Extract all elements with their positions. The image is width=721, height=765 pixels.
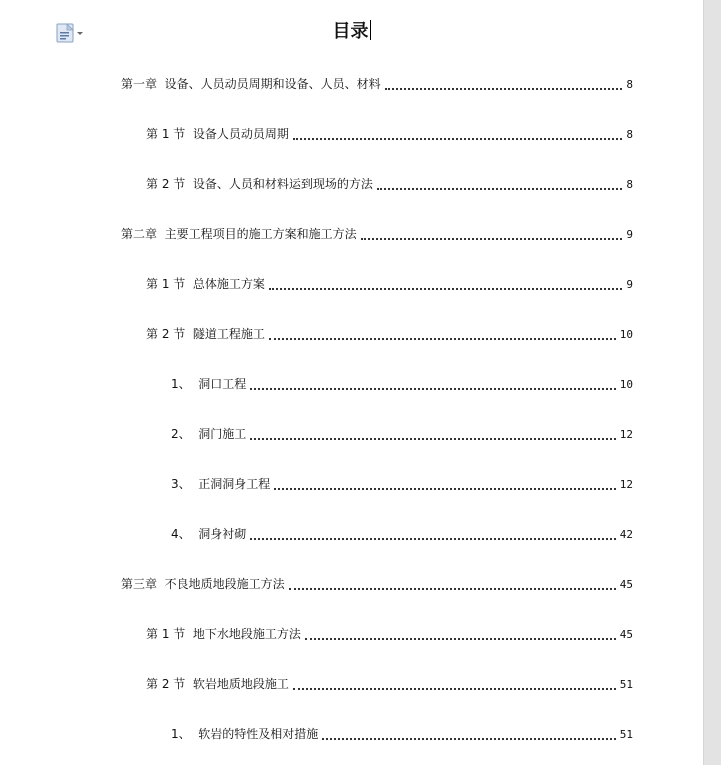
toc-entry-label: 第 2 节 隧道工程施工 (146, 327, 265, 341)
toc-entry[interactable] (171, 425, 633, 443)
toc-entry-label: 2、 洞门施工 (171, 427, 247, 441)
toc-entry-page-number: 10 (619, 328, 633, 341)
toc-entry-label: 3、 正洞洞身工程 (171, 477, 271, 491)
title-text: 目录 (332, 21, 369, 42)
dot-leader (361, 238, 623, 240)
document-title[interactable] (0, 20, 703, 44)
toc-entry-label: 第一章 设备、人员动员周期和设备、人员、材料 (121, 77, 381, 91)
dot-leader (293, 688, 616, 690)
toc-entry-label: 第二章 主要工程项目的施工方案和施工方法 (121, 227, 357, 241)
toc-entry-page-number: 12 (619, 478, 633, 491)
toc-entry[interactable] (171, 525, 633, 543)
dot-leader (322, 738, 615, 740)
dot-leader (377, 188, 622, 190)
toc-entry-label: 4、 洞身衬砌 (171, 527, 247, 541)
dot-leader (305, 638, 616, 640)
toc-entry-page-number: 8 (626, 178, 633, 191)
vertical-scrollbar[interactable] (703, 0, 721, 765)
toc-entry[interactable] (121, 75, 633, 93)
toc-entry-page-number: 42 (619, 528, 633, 541)
dot-leader (274, 488, 615, 490)
dot-leader (293, 138, 622, 140)
toc-entry-page-number: 51 (619, 728, 633, 741)
toc-entry[interactable] (121, 225, 633, 243)
toc-entry-label: 第 1 节 总体施工方案 (146, 277, 265, 291)
text-cursor (370, 20, 371, 40)
toc-entry[interactable] (146, 125, 633, 143)
toc-entry-label: 第 1 节 设备人员动员周期 (146, 127, 289, 141)
toc-entry-page-number: 8 (626, 78, 633, 91)
toc-entry[interactable] (146, 675, 633, 693)
toc-entry-page-number: 9 (626, 228, 633, 241)
dot-leader (269, 338, 616, 340)
toc-entry[interactable] (146, 275, 633, 293)
toc-entry-label: 1、 软岩的特性及相对措施 (171, 727, 319, 741)
toc-entry-label: 第 2 节 软岩地质地段施工 (146, 677, 289, 691)
toc-entry-page-number: 45 (619, 628, 633, 641)
toc-entry[interactable] (146, 175, 633, 193)
toc-entry[interactable] (171, 725, 633, 743)
toc-entry-page-number: 45 (619, 578, 633, 591)
dot-leader (250, 538, 615, 540)
dot-leader (250, 438, 615, 440)
dot-leader (250, 388, 615, 390)
toc-entry-page-number: 10 (619, 378, 633, 391)
toc-entry-label: 1、 洞口工程 (171, 377, 247, 391)
toc-entry[interactable] (171, 475, 633, 493)
toc-entry-page-number: 9 (626, 278, 633, 291)
toc-entry-page-number: 51 (619, 678, 633, 691)
toc-entry[interactable] (146, 325, 633, 343)
toc-entry-page-number: 8 (626, 128, 633, 141)
toc-entry[interactable] (146, 625, 633, 643)
dot-leader (269, 288, 622, 290)
toc-entry-label: 第 2 节 设备、人员和材料运到现场的方法 (146, 177, 373, 191)
dot-leader (385, 88, 623, 90)
dot-leader (289, 588, 616, 590)
toc-entry[interactable] (171, 375, 633, 393)
toc-entry-page-number: 12 (619, 428, 633, 441)
toc-entry-label: 第三章 不良地质地段施工方法 (121, 577, 285, 591)
toc-entry-label: 第 1 节 地下水地段施工方法 (146, 627, 301, 641)
toc-entry[interactable] (121, 575, 633, 593)
